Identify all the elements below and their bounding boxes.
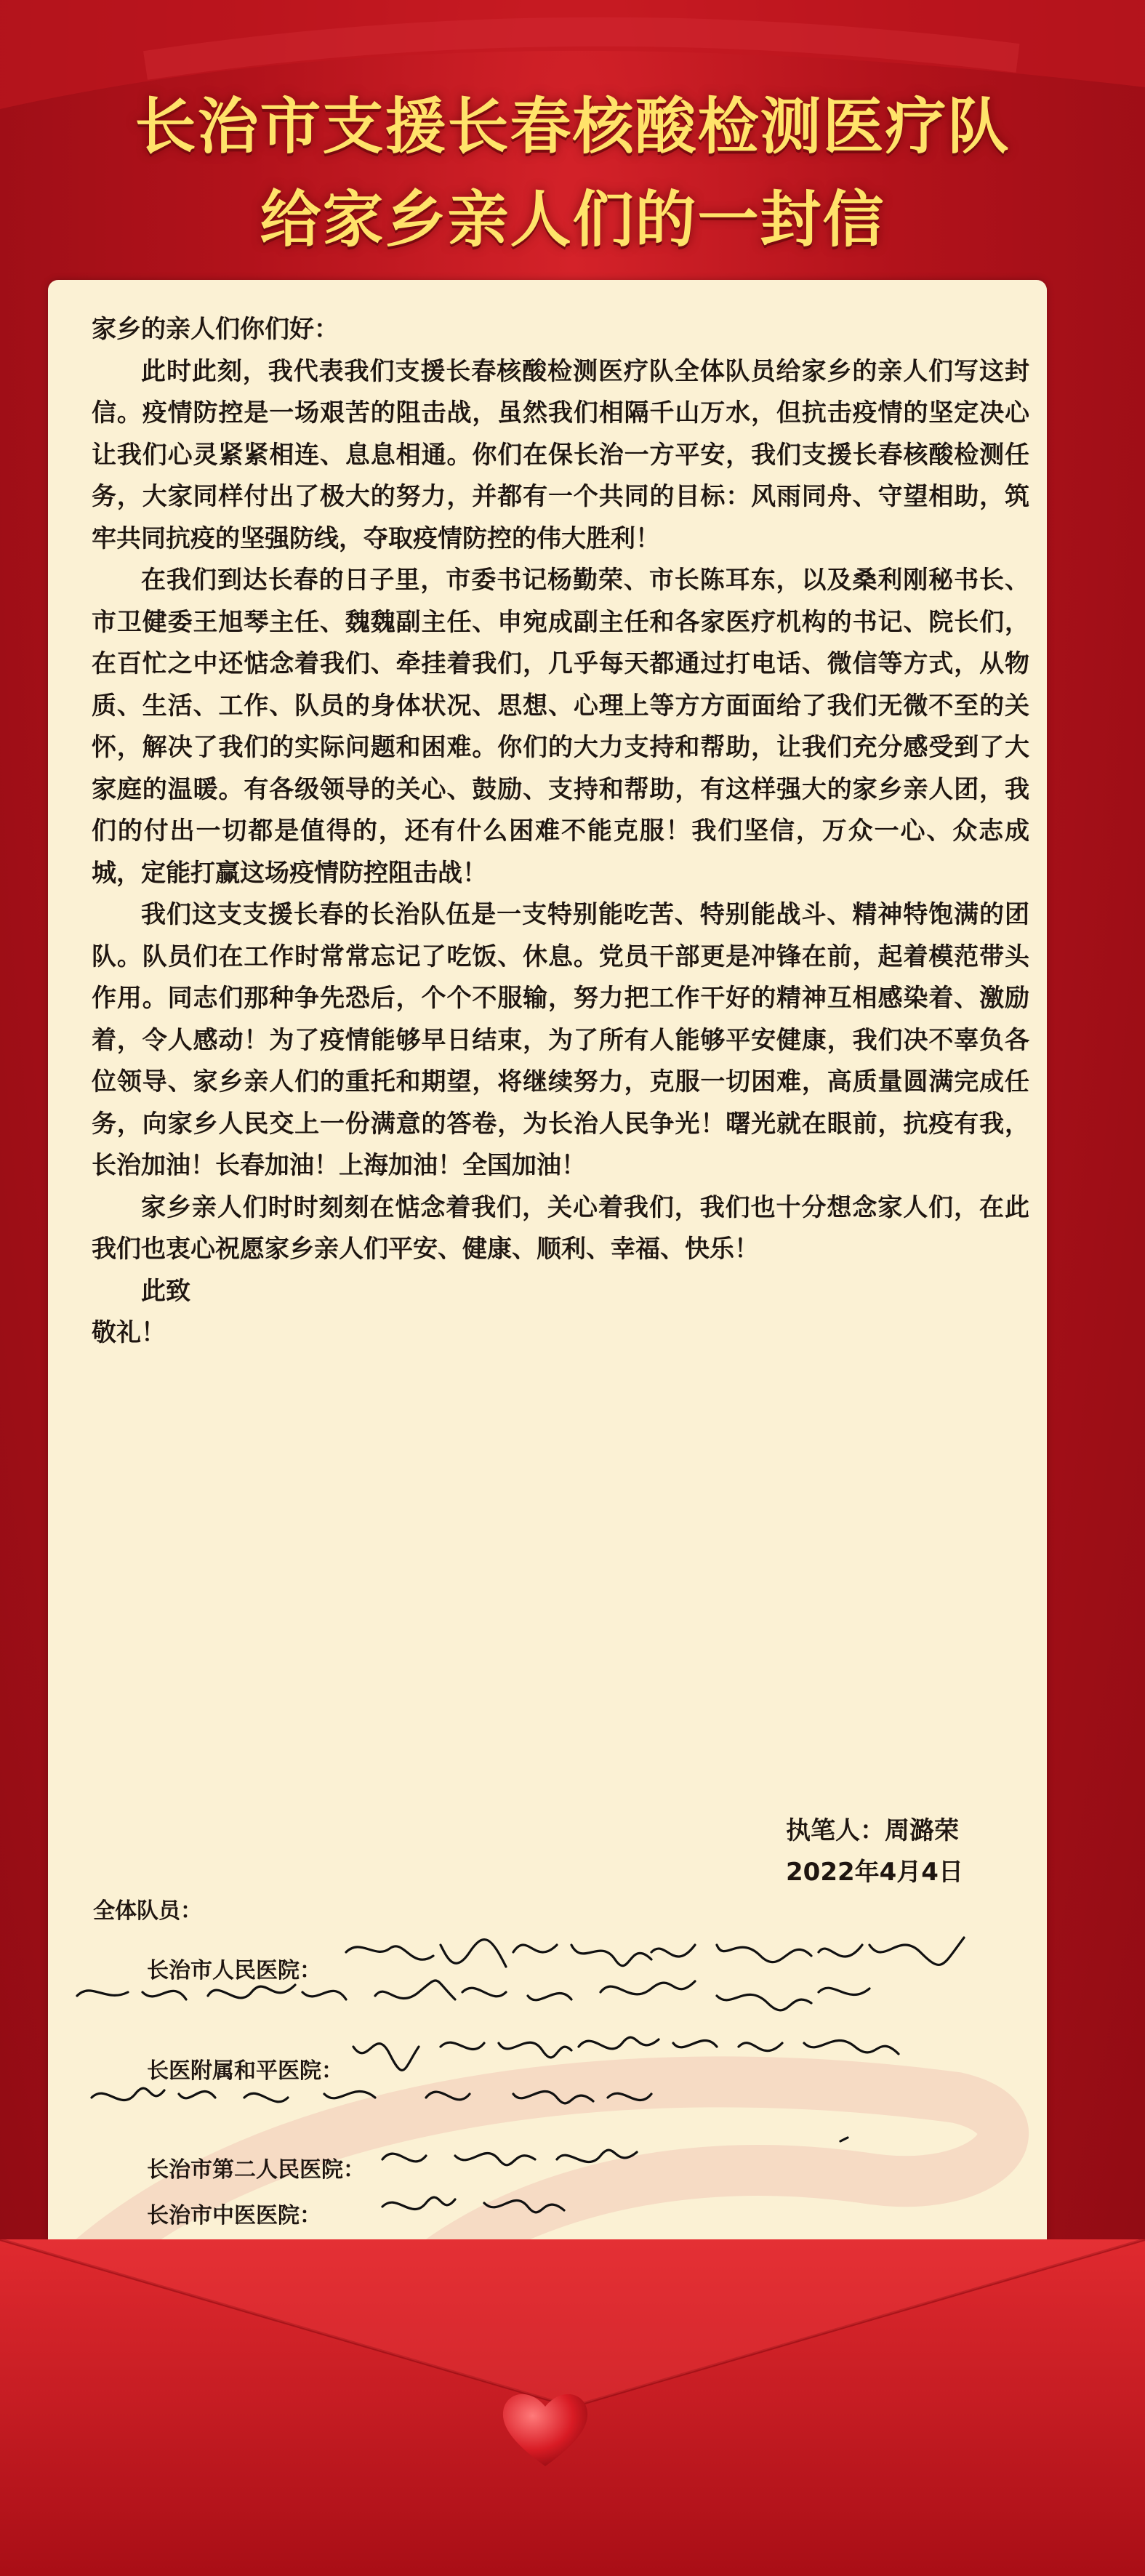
- page-title: [0, 80, 1145, 266]
- heart-icon: [498, 2385, 592, 2472]
- letter-closing-1: 此致: [141, 1276, 190, 1306]
- letter-paper: [48, 280, 1047, 2519]
- letter-paragraph-3: 我们这支支援长春的长治队伍是一支特别能吃苦、特别能战斗、精神特饱满的团队。队员们在工作时常常忘记了吃饭、休息。党员干部更是冲锋在前，起着模范带头作用。同志们那种争先恐后，个个不服输，努力把工作干好的精神互相感染着、激励着，令人感动！为了疫情能够早日结束，为了所有人能够平安健康，我们决不辜负各位领导、家乡亲人们的重托和期望，将继续努力，克服一切困难，高质量圆满完成任务，向家乡人民交上一份满意的答卷，为长治人民争光！曙光就在眼前，抗疫有我，长治加油！长春加油！上海加油！全国加油！: [92, 900, 1029, 1180]
- signature-scribbles: [48, 280, 1047, 2519]
- signatures-row-2: [92, 2037, 899, 2103]
- hospital-label-1: 长治市人民医院：: [147, 1958, 321, 1983]
- letter-date: 2022年4月4日: [786, 1858, 963, 1887]
- signatures-row-4: [382, 2197, 564, 2212]
- signatures-row-1: [77, 1938, 964, 2010]
- title-line-1: 长治市支援长春核酸检测医疗队: [134, 91, 1011, 162]
- signatures-row-3: [382, 2138, 848, 2165]
- members-title: 全体队员：: [93, 1898, 202, 1924]
- letter-closing-2: 敬礼！: [92, 1318, 166, 1347]
- letter-paragraph-4: 家乡亲人们时时刻刻在惦念着我们，关心着我们，我们也十分想念家人们，在此我们也衷心祝愿家乡亲人们平安、健康、顺利、幸福、快乐！: [92, 1192, 1029, 1264]
- letter-paragraph-1: 此时此刻，我代表我们支援长春核酸检测医疗队全体队员给家乡的亲人们写这封信。疫情防控是一场艰苦的阻击战，虽然我们相隔千山万水，但抗击疫情的坚定决心让我们心灵紧紧相连、息息相通。你们在保长治一方平安，我们支援长春核酸检测任务，大家同样付出了极大的努力，并都有一个共同的目标：风雨同舟、守望相助，筑牢共同抗疫的坚强防线，夺取疫情防控的伟大胜利！: [92, 356, 1029, 553]
- author-name: 执笔人：周潞荣: [786, 1816, 959, 1845]
- hospital-label-4: 长治市中医医院：: [147, 2203, 321, 2228]
- letter-paragraph-2: 在我们到达长春的日子里，市委书记杨勤荣、市长陈耳东，以及桑利刚秘书长、市卫健委王旭琴主任、魏魏副主任、申宛成副主任和各家医疗机构的书记、院长们，在百忙之中还惦念着我们、牵挂着我们，几乎每天都通过打电话、微信等方式，从物质、生活、工作、队员的身体状况、思想、心理上等方方面面给了我们无微不至的关怀，解决了我们的实际问题和困难。你们的大力支持和帮助，让我们充分感受到了大家庭的温暖。有各级领导的关心、鼓励、支持和帮助，有这样强大的家乡亲人团，我们的付出一切都是值得的，还有什么困难不能克服！我们坚信，万众一心、众志成城，定能打赢这场疫情防控阻击战！: [92, 566, 1029, 888]
- letter-greeting: 家乡的亲人们你们好：: [92, 315, 339, 344]
- hospital-label-3: 长治市第二人民医院：: [147, 2157, 365, 2183]
- hospital-label-2: 长医附属和平医院：: [147, 2058, 343, 2084]
- title-line-2: 给家乡亲人们的一封信: [260, 184, 885, 255]
